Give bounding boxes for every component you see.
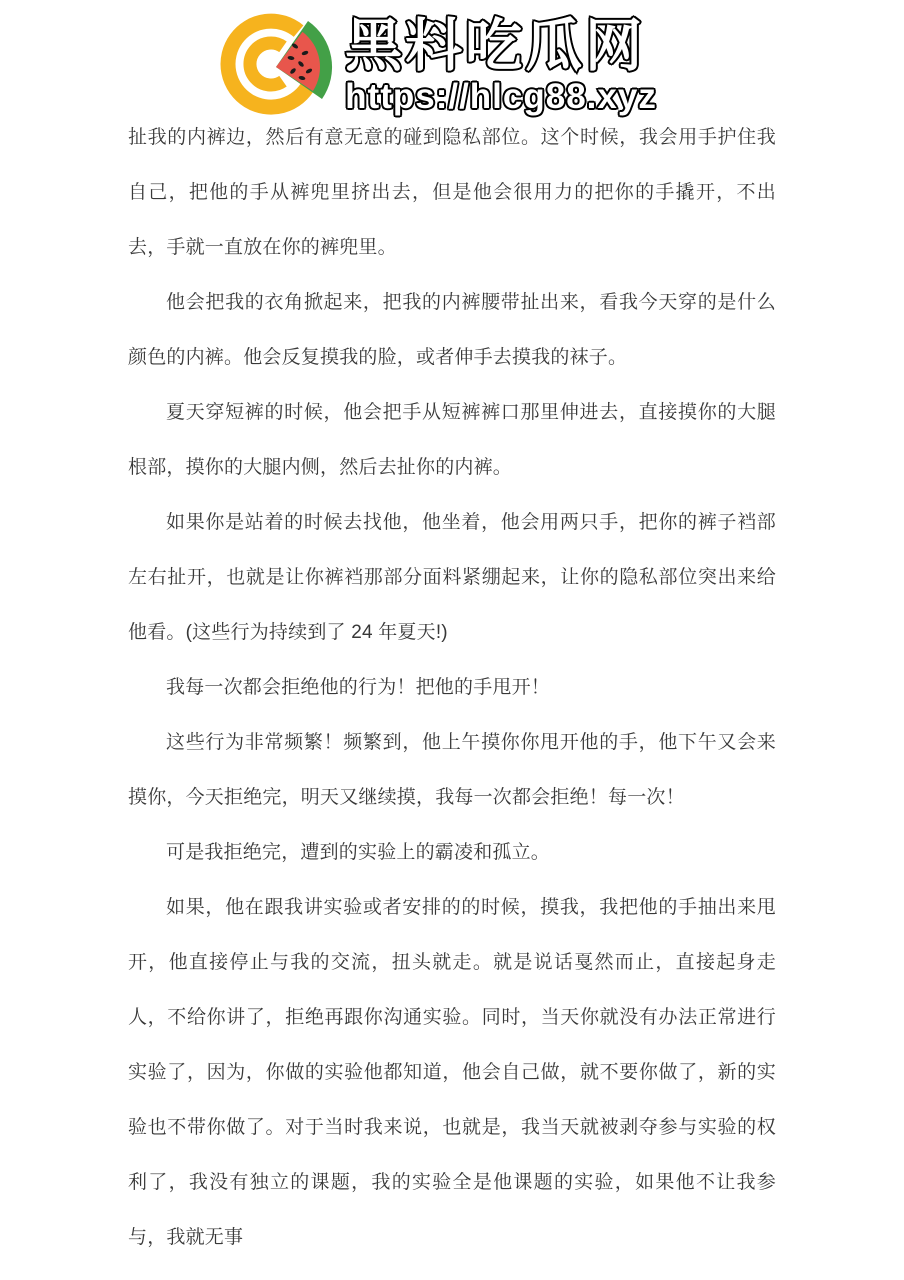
paragraph: 我每一次都会拒绝他的行为！把他的手甩开！ [166, 677, 551, 698]
paragraph: 如果，他在跟我讲实验或者安排的的时候，摸我，我把他的手抽出来甩开，他直接停止与我的交流，扭头就走。就是说话戛然而止，直接起身走人，不给你讲了，拒绝再跟你沟通实验。同时，当天你就没有办法正常进行实验了，因为，你做的实验他都知道，他会自己做，就不要你做了，新的实验也不带你做了。对于当时我来说，也就是，我当天就被剥夺参与实验的权利了，我没有独立的课题，我的实验全是他课题的实验，如果他不让我参与，我就无事 [128, 897, 776, 1248]
logo-text-block [345, 8, 657, 114]
paragraph: 他会把我的衣角掀起来，把我的内裤腰带扯出来，看我今天穿的是什么颜色的内裤。他会反复摸我的脸，或者伸手去摸我的袜子。 [128, 292, 776, 368]
site-header [0, 0, 888, 120]
paragraph: 可是我拒绝完，遭到的实验上的霸凌和孤立。 [166, 842, 551, 863]
paragraph: 夏天穿短裤的时候，他会把手从短裤裤口那里伸进去，直接摸你的大腿根部，摸你的大腿内侧，然后去扯你的内裤。 [128, 402, 776, 478]
site-url[interactable]: https://hlcg88.xyz [345, 77, 657, 116]
site-name: 黑料吃瓜网 [345, 14, 646, 78]
paragraph: 这些行为非常频繁！频繁到，他上午摸你你甩开他的手，他下午又会来摸你，今天拒绝完，明天又继续摸，我每一次都会拒绝！每一次！ [128, 732, 776, 808]
article-body [128, 110, 776, 1265]
paragraph: 扯我的内裤边，然后有意无意的碰到隐私部位。这个时候，我会用手护住我自己，把他的手从裤兜里挤出去，但是他会很用力的把你的手撬开，不出去，手就一直放在你的裤兜里。 [128, 127, 776, 258]
watermelon-logo-icon[interactable] [215, 8, 339, 120]
logo-inner-ring [250, 43, 283, 85]
paragraph: 如果你是站着的时候去找他，他坐着，他会用两只手，把你的裤子裆部左右扯开，也就是让你裤裆那部分面料紧绷起来，让你的隐私部位突出来给他看。(这些行为持续到了 24 年夏天!) [128, 512, 776, 643]
